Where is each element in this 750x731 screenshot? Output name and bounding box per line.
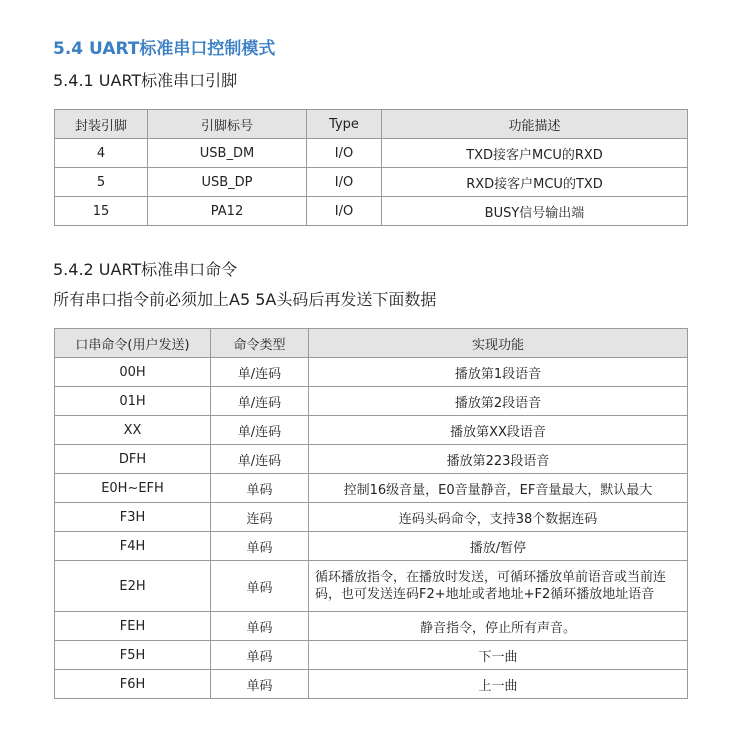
table-cell: F5H (55, 641, 211, 670)
table-cell: 单/连码 (211, 445, 309, 474)
table-cell: F3H (55, 503, 211, 532)
column-header: 引脚标号 (148, 110, 307, 139)
table-cell: XX (55, 416, 211, 445)
table-row (55, 503, 688, 532)
commands-note: 所有串口指令前必须加上A5 5A头码后再发送下面数据 (53, 290, 437, 309)
table-row (55, 670, 688, 699)
table-cell: 01H (55, 387, 211, 416)
table-cell: 00H (55, 358, 211, 387)
table-cell: F6H (55, 670, 211, 699)
table-cell: E2H (55, 561, 211, 612)
table-cell: DFH (55, 445, 211, 474)
table-cell: 单码 (211, 474, 309, 503)
table-cell: USB_DM (148, 139, 307, 168)
table-cell: 单/连码 (211, 416, 309, 445)
table-cell: 单码 (211, 612, 309, 641)
section-title: 5.4 UART标准串口控制模式 (53, 39, 276, 59)
column-header: 实现功能 (309, 329, 688, 358)
table-cell: 播放第223段语音 (309, 445, 688, 474)
table-row (55, 387, 688, 416)
table-row (55, 139, 688, 168)
table-cell: 循环播放指令，在播放时发送，可循环播放单前语音或当前连码，也可发送连码F2+地址或者地址+F2循环播放地址语音 (309, 561, 688, 612)
table-cell: FEH (55, 612, 211, 641)
table-cell: RXD接客户MCU的TXD (382, 168, 688, 197)
table-cell: 连码头码命令，支持38个数据连码 (309, 503, 688, 532)
column-header: 封装引脚 (55, 110, 148, 139)
table-cell: 4 (55, 139, 148, 168)
column-header: 功能描述 (382, 110, 688, 139)
table-cell: 播放第XX段语音 (309, 416, 688, 445)
table-cell: E0H~EFH (55, 474, 211, 503)
pins-table (54, 109, 688, 226)
table-cell: 15 (55, 197, 148, 226)
commands-heading: 5.4.2 UART标准串口命令 (53, 260, 238, 279)
table-cell: 播放/暂停 (309, 532, 688, 561)
table-row (55, 358, 688, 387)
table-cell: 单码 (211, 532, 309, 561)
table-cell: 连码 (211, 503, 309, 532)
table-cell: PA12 (148, 197, 307, 226)
table-cell: USB_DP (148, 168, 307, 197)
table-row (55, 532, 688, 561)
table-row (55, 197, 688, 226)
table-row (55, 416, 688, 445)
table-cell: 单码 (211, 641, 309, 670)
table-cell: I/O (307, 168, 382, 197)
table-header-row (55, 110, 688, 139)
table-cell: 单码 (211, 670, 309, 699)
table-cell: 单码 (211, 561, 309, 612)
table-cell: 播放第2段语音 (309, 387, 688, 416)
table-header-row (55, 329, 688, 358)
table-cell: 单/连码 (211, 358, 309, 387)
table-row (55, 612, 688, 641)
pins-heading: 5.4.1 UART标准串口引脚 (53, 71, 238, 90)
table-row (55, 474, 688, 503)
column-header: 命令类型 (211, 329, 309, 358)
table-cell: 静音指令，停止所有声音。 (309, 612, 688, 641)
table-cell: 播放第1段语音 (309, 358, 688, 387)
table-cell: 下一曲 (309, 641, 688, 670)
table-cell: TXD接客户MCU的RXD (382, 139, 688, 168)
column-header: Type (307, 110, 382, 139)
table-cell: 单/连码 (211, 387, 309, 416)
table-cell: I/O (307, 197, 382, 226)
table-cell: 控制16级音量，E0音量静音，EF音量最大，默认最大 (309, 474, 688, 503)
table-row (55, 168, 688, 197)
commands-table (54, 328, 688, 699)
table-cell: I/O (307, 139, 382, 168)
table-cell: BUSY信号输出端 (382, 197, 688, 226)
table-cell: 上一曲 (309, 670, 688, 699)
table-row (55, 561, 688, 612)
table-cell: 5 (55, 168, 148, 197)
table-cell: F4H (55, 532, 211, 561)
column-header: 口串命令(用户发送) (55, 329, 211, 358)
table-row (55, 445, 688, 474)
table-row (55, 641, 688, 670)
